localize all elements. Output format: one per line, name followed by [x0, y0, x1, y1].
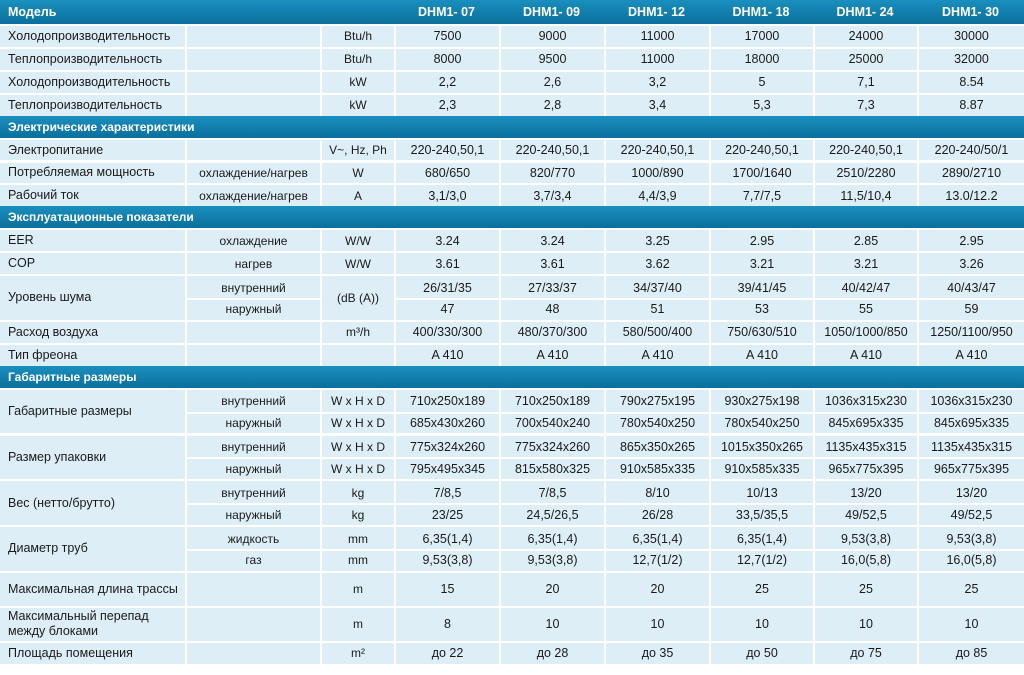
model-value: 7/8,5 — [394, 481, 499, 504]
model-value: 2,3 — [394, 95, 499, 116]
model-value: 7,7/7,5 — [709, 185, 813, 206]
model-value: 400/330/300 — [394, 322, 499, 343]
param-unit: Btu/h — [320, 49, 394, 70]
model-value: 750/630/510 — [709, 322, 813, 343]
param-mode: внутренний — [185, 436, 320, 459]
param-unit: V~, Hz, Ph — [320, 140, 394, 161]
model-value: A 410 — [499, 345, 604, 366]
model-name: DHM1- 07 — [418, 5, 475, 19]
model-value: 6,35(1,4) — [604, 527, 709, 550]
param-mode: наружный — [185, 504, 320, 525]
param-unit: W x H x D — [320, 458, 394, 479]
model-value: 51 — [604, 299, 709, 320]
model-value: 1036x315x230 — [917, 390, 1024, 413]
model-value: 12,7(1/2) — [709, 550, 813, 571]
model-value: 685x430x260 — [394, 413, 499, 434]
model-value: до 22 — [394, 643, 499, 664]
param-unit: mm — [320, 527, 394, 550]
model-value: 10 — [499, 608, 604, 641]
param-name: Холодопроизводительность — [8, 28, 171, 43]
model-value: 18000 — [709, 49, 813, 70]
model-value: 10/13 — [709, 481, 813, 504]
model-value: 780x540x250 — [604, 413, 709, 434]
spec-row — [0, 436, 1024, 480]
model-value: 49/52,5 — [813, 504, 917, 525]
table-header — [0, 0, 1024, 24]
model-value: 11000 — [604, 26, 709, 47]
spec-subrow — [185, 390, 1024, 413]
model-value: 39/41/45 — [709, 276, 813, 299]
param-name: Рабочий ток — [8, 188, 79, 203]
param-name: Расход воздуха — [8, 324, 99, 339]
model-value: 7,3 — [813, 95, 917, 116]
model-value: 2.95 — [917, 230, 1024, 251]
row-divider — [185, 549, 1024, 551]
section-header — [0, 116, 1024, 138]
model-value: 24,5/26,5 — [499, 504, 604, 525]
model-value: 2,6 — [499, 72, 604, 93]
param-unit: m — [320, 608, 394, 641]
param-unit — [320, 345, 394, 366]
spec-subrow — [185, 481, 1024, 504]
model-value: 3.25 — [604, 230, 709, 251]
model-value: 965x775x395 — [917, 458, 1024, 479]
param-mode: жидкость — [185, 527, 320, 550]
model-value: 2.95 — [709, 230, 813, 251]
model-value: 220-240,50,1 — [813, 140, 917, 161]
param-mode: охлаждение — [185, 230, 320, 251]
section-header — [0, 206, 1024, 228]
model-value: 2890/2710 — [917, 163, 1024, 184]
model-value: 845x695x335 — [917, 413, 1024, 434]
model-value: 40/43/47 — [917, 276, 1024, 299]
model-value: 6,35(1,4) — [394, 527, 499, 550]
model-value: 3,1/3,0 — [394, 185, 499, 206]
model-value: 23/25 — [394, 504, 499, 525]
spec-row — [0, 643, 1024, 664]
model-value: 7/8,5 — [499, 481, 604, 504]
model-value: 865x350x265 — [604, 436, 709, 459]
model-value: 1250/1100/950 — [917, 322, 1024, 343]
param-mode — [185, 643, 320, 664]
model-value: A 410 — [394, 345, 499, 366]
model-value: 5,3 — [709, 95, 813, 116]
model-value: 13.0/12.2 — [917, 185, 1024, 206]
model-value: 10 — [604, 608, 709, 641]
param-name: Теплопроизводительность — [8, 97, 163, 112]
param-unit: kW — [320, 95, 394, 116]
spec-row — [0, 140, 1024, 161]
param-unit: mm — [320, 550, 394, 571]
spec-subrow — [185, 345, 1024, 366]
model-value: 220-240,50,1 — [394, 140, 499, 161]
param-mode: внутренний — [185, 276, 320, 299]
section-title: Эксплуатационные показатели — [8, 210, 194, 225]
param-unit: W x H x D — [320, 436, 394, 459]
model-value: 13/20 — [813, 481, 917, 504]
model-value: 9500 — [499, 49, 604, 70]
param-unit: W/W — [320, 230, 394, 251]
model-value: 780x540x250 — [709, 413, 813, 434]
param-name: Электропитание — [8, 142, 104, 157]
model-value: 25000 — [813, 49, 917, 70]
model-value: 680/650 — [394, 163, 499, 184]
spec-subrow — [185, 49, 1024, 70]
spec-row — [0, 573, 1024, 606]
param-unit: A — [320, 185, 394, 206]
model-value: A 410 — [604, 345, 709, 366]
model-value: 3.21 — [709, 253, 813, 274]
model-name: DHM1- 24 — [836, 5, 894, 19]
model-value: 47 — [394, 299, 499, 320]
param-name: Теплопроизводительность — [8, 51, 163, 66]
model-value: A 410 — [813, 345, 917, 366]
param-name: Размер упаковки — [8, 449, 107, 464]
model-value: 965x775x395 — [813, 458, 917, 479]
model-value: 1135x435x315 — [917, 436, 1024, 459]
spec-row — [0, 481, 1024, 525]
param-mode — [185, 573, 320, 606]
model-value: 1015x350x265 — [709, 436, 813, 459]
param-unit: Btu/h — [320, 26, 394, 47]
model-value: 1000/890 — [604, 163, 709, 184]
row-divider — [185, 298, 320, 300]
model-value: 13/20 — [917, 481, 1024, 504]
param-mode — [185, 95, 320, 116]
spec-subrow — [185, 276, 1024, 299]
model-value: 2,2 — [394, 72, 499, 93]
model-value: 7,1 — [813, 72, 917, 93]
spec-subrow — [185, 95, 1024, 116]
spec-subrow — [185, 26, 1024, 47]
spec-row — [0, 72, 1024, 93]
param-name: EER — [8, 233, 34, 248]
model-value: до 75 — [813, 643, 917, 664]
model-value: до 85 — [917, 643, 1024, 664]
model-value: 16,0(5,8) — [813, 550, 917, 571]
param-mode: охлаждение/нагрев — [185, 185, 320, 206]
model-value: 220-240,50,1 — [499, 140, 604, 161]
model-value: 48 — [499, 299, 604, 320]
param-name: Потребляемая мощность — [8, 165, 155, 180]
model-value: 7500 — [394, 26, 499, 47]
model-value: 1050/1000/850 — [813, 322, 917, 343]
model-value: 795x495x345 — [394, 458, 499, 479]
spec-subrow — [185, 185, 1024, 206]
spec-subrow — [185, 550, 1024, 571]
model-value: 9,53(3,8) — [394, 550, 499, 571]
spec-subrow — [185, 643, 1024, 664]
model-value: 25 — [709, 573, 813, 606]
spec-subrow — [185, 253, 1024, 274]
param-unit: m³/h — [320, 322, 394, 343]
param-unit: kg — [320, 504, 394, 525]
model-value: 40/42/47 — [813, 276, 917, 299]
model-value: 25 — [917, 573, 1024, 606]
model-value: 8.87 — [917, 95, 1024, 116]
model-value: 910x585x335 — [709, 458, 813, 479]
model-value: 9000 — [499, 26, 604, 47]
spec-row — [0, 230, 1024, 251]
model-value: 26/31/35 — [394, 276, 499, 299]
param-name: Холодопроизводительность — [8, 74, 171, 89]
spec-subrow — [185, 322, 1024, 343]
model-value: A 410 — [709, 345, 813, 366]
model-value: 55 — [813, 299, 917, 320]
model-value: 49/52,5 — [917, 504, 1024, 525]
param-name: Тип фреона — [8, 347, 78, 362]
model-value: 220-240,50,1 — [709, 140, 813, 161]
param-unit: W x H x D — [320, 413, 394, 434]
spec-subrow — [185, 573, 1024, 606]
spec-row — [0, 322, 1024, 343]
model-value: 12,7(1/2) — [604, 550, 709, 571]
param-name: Максимальная длина трассы — [8, 581, 178, 596]
model-value: 33,5/35,5 — [709, 504, 813, 525]
model-value: 32000 — [917, 49, 1024, 70]
param-mode: наружный — [185, 299, 320, 320]
model-value: 790x275x195 — [604, 390, 709, 413]
param-unit: (dB (A)) — [320, 276, 394, 320]
model-value: 6,35(1,4) — [709, 527, 813, 550]
spec-subrow — [185, 504, 1024, 525]
model-value: 5 — [709, 72, 813, 93]
model-value: 815x580x325 — [499, 458, 604, 479]
model-value: 710x250x189 — [499, 390, 604, 413]
param-mode: наружный — [185, 458, 320, 479]
model-value: 17000 — [709, 26, 813, 47]
model-value: 3.24 — [394, 230, 499, 251]
spec-subrow — [185, 527, 1024, 550]
model-value: 220-240,50,1 — [604, 140, 709, 161]
param-mode — [185, 345, 320, 366]
param-mode: нагрев — [185, 253, 320, 274]
model-value: 3.21 — [813, 253, 917, 274]
model-value: 3.61 — [394, 253, 499, 274]
param-unit: W/W — [320, 253, 394, 274]
model-value: 3,4 — [604, 95, 709, 116]
model-value: 775x324x260 — [394, 436, 499, 459]
param-name: Габаритные размеры — [8, 404, 132, 419]
spec-row — [0, 163, 1024, 184]
param-unit: m — [320, 573, 394, 606]
model-value: 10 — [813, 608, 917, 641]
model-value: 820/770 — [499, 163, 604, 184]
spec-subrow — [185, 72, 1024, 93]
model-value: 20 — [499, 573, 604, 606]
row-divider — [394, 298, 1024, 300]
model-value: 8000 — [394, 49, 499, 70]
spec-subrow — [185, 163, 1024, 184]
model-value: 930x275x198 — [709, 390, 813, 413]
param-name: Диаметр труб — [8, 541, 88, 556]
param-mode: внутренний — [185, 481, 320, 504]
param-name: Максимальный перепад между блоками — [8, 609, 149, 639]
spec-subrow — [185, 436, 1024, 459]
section-title: Электрические характеристики — [8, 119, 195, 134]
model-value: A 410 — [917, 345, 1024, 366]
spec-subrow — [185, 608, 1024, 641]
model-value: 2.85 — [813, 230, 917, 251]
spec-row — [0, 345, 1024, 366]
model-value: 53 — [709, 299, 813, 320]
model-name: DHM1- 18 — [732, 5, 790, 19]
param-mode: охлаждение/нагрев — [185, 163, 320, 184]
model-value: 9,53(3,8) — [499, 550, 604, 571]
model-value: 220-240/50/1 — [917, 140, 1024, 161]
row-divider — [185, 412, 1024, 414]
param-unit: W — [320, 163, 394, 184]
spec-row — [0, 276, 1024, 320]
model-value: 1700/1640 — [709, 163, 813, 184]
model-value: 710x250x189 — [394, 390, 499, 413]
param-mode — [185, 608, 320, 641]
spec-row — [0, 49, 1024, 70]
model-value: 3.26 — [917, 253, 1024, 274]
model-value: 3.24 — [499, 230, 604, 251]
model-value: 8/10 — [604, 481, 709, 504]
model-value: 1135x435x315 — [813, 436, 917, 459]
spec-row — [0, 185, 1024, 206]
model-value: 580/500/400 — [604, 322, 709, 343]
model-value: 6,35(1,4) — [499, 527, 604, 550]
param-mode — [185, 26, 320, 47]
row-divider — [185, 457, 1024, 459]
model-value: 3,7/3,4 — [499, 185, 604, 206]
spec-subrow — [185, 140, 1024, 161]
model-value: 27/33/37 — [499, 276, 604, 299]
model-name: DHM1- 30 — [942, 5, 999, 19]
param-name: COP — [8, 256, 36, 271]
model-value: 3.62 — [604, 253, 709, 274]
model-value: 10 — [709, 608, 813, 641]
model-name: DHM1- 09 — [523, 5, 580, 19]
section-title: Габаритные размеры — [8, 369, 137, 384]
spec-row — [0, 95, 1024, 116]
section-header — [0, 366, 1024, 388]
param-mode — [185, 72, 320, 93]
model-value: 30000 — [917, 26, 1024, 47]
model-value: 15 — [394, 573, 499, 606]
param-name: Уровень шума — [8, 290, 92, 305]
model-value: 34/37/40 — [604, 276, 709, 299]
spec-row — [0, 26, 1024, 47]
model-value: до 50 — [709, 643, 813, 664]
param-name: Вес (нетто/брутто) — [8, 495, 115, 510]
param-name: Площадь помещения — [8, 645, 133, 660]
param-unit: kW — [320, 72, 394, 93]
model-value: 9,53(3,8) — [917, 527, 1024, 550]
model-name: DHM1- 12 — [628, 5, 685, 19]
model-value: 59 — [917, 299, 1024, 320]
param-mode: внутренний — [185, 390, 320, 413]
model-value: 480/370/300 — [499, 322, 604, 343]
model-value: 8 — [394, 608, 499, 641]
model-value: 775x324x260 — [499, 436, 604, 459]
spec-subrow — [185, 458, 1024, 479]
model-value: 10 — [917, 608, 1024, 641]
model-value: 1036x315x230 — [813, 390, 917, 413]
param-mode: газ — [185, 550, 320, 571]
model-value: 700x540x240 — [499, 413, 604, 434]
param-mode — [185, 322, 320, 343]
spec-subrow — [185, 230, 1024, 251]
model-value: 910x585x335 — [604, 458, 709, 479]
model-value: 11000 — [604, 49, 709, 70]
param-unit: kg — [320, 481, 394, 504]
spec-row — [0, 390, 1024, 434]
model-header-label: Модель — [8, 5, 57, 19]
model-value: 2510/2280 — [813, 163, 917, 184]
model-value: 11,5/10,4 — [813, 185, 917, 206]
model-value: 9,53(3,8) — [813, 527, 917, 550]
model-value: до 28 — [499, 643, 604, 664]
spec-subrow — [185, 413, 1024, 434]
param-mode: наружный — [185, 413, 320, 434]
model-value: 24000 — [813, 26, 917, 47]
model-value: 16,0(5,8) — [917, 550, 1024, 571]
model-value: 845x695x335 — [813, 413, 917, 434]
spec-row — [0, 527, 1024, 571]
param-mode — [185, 49, 320, 70]
row-divider — [185, 503, 1024, 505]
model-value: 20 — [604, 573, 709, 606]
spec-row — [0, 608, 1024, 641]
model-value: 8.54 — [917, 72, 1024, 93]
param-unit: m² — [320, 643, 394, 664]
param-unit: W x H x D — [320, 390, 394, 413]
param-mode — [185, 140, 320, 161]
model-value: 3,2 — [604, 72, 709, 93]
spec-row — [0, 253, 1024, 274]
model-value: 26/28 — [604, 504, 709, 525]
model-value: 3.61 — [499, 253, 604, 274]
model-value: 25 — [813, 573, 917, 606]
model-value: 4,4/3,9 — [604, 185, 709, 206]
model-value: до 35 — [604, 643, 709, 664]
spec-subrow — [185, 299, 1024, 320]
model-value: 2,8 — [499, 95, 604, 116]
